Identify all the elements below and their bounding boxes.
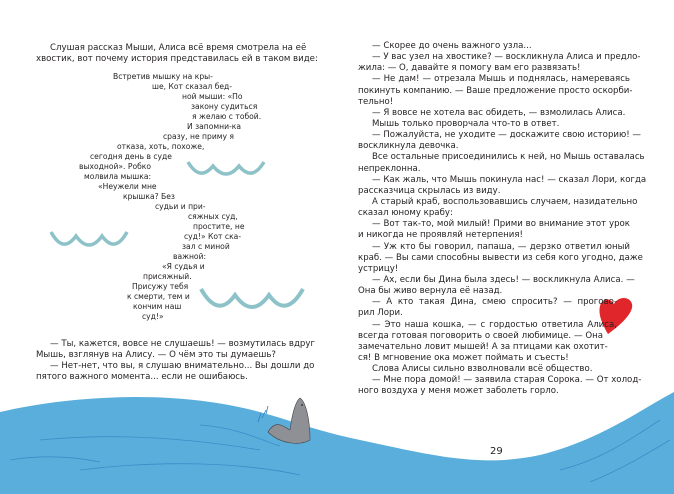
poem-line: сяжных суд,	[188, 212, 238, 221]
text-line: — Не дам! — отрезала Мышь и поднялась, намереваясь	[372, 74, 630, 85]
text-line: рассказчица скрылась из виду.	[358, 185, 501, 196]
left-dialogue-text	[36, 339, 315, 384]
poem-line: молвила мышка:	[84, 172, 152, 181]
poem-line: выходной». Робко	[79, 162, 152, 171]
poem-line: кончим наш	[133, 302, 182, 311]
text-line: Она бы живо вернула её назад.	[358, 286, 503, 297]
text-line: сказал юному крабу:	[358, 208, 453, 219]
text-line: краб. — Вы сами способны вывести из себя кого угодно, даже	[358, 252, 643, 263]
poem-line: судьи и при-	[155, 202, 206, 211]
text-line: воскликнула девочка.	[358, 141, 459, 152]
text-line: Мышь, взглянув на Алису. — О чём это ты думаешь?	[36, 350, 276, 361]
poem-line: суд!» Кот ска-	[184, 232, 242, 241]
text-line: — Уж кто бы говорил, папаша, — дерзко ответил юный	[372, 241, 630, 252]
text-line: — Ты, кажется, вовсе не слушаешь! — возмутилась вдруг	[50, 339, 315, 349]
text-line: замечательно ловит мышей! А за птицами как охотит-	[358, 341, 608, 352]
poem-line: Встретив мышку на кры-	[113, 72, 213, 81]
wave-decoration	[186, 160, 266, 178]
text-line: — Пожалуйста, не уходите — доскажите свою историю! —	[372, 130, 641, 141]
text-line: устрицу!	[358, 263, 399, 274]
poem-line: отказа, хоть, похоже,	[117, 142, 205, 151]
text-line: пятого важного момента... если не ошибаюсь.	[36, 372, 248, 383]
poem-line: ше, Кот сказал бед-	[152, 82, 233, 91]
text-line: и никогда не проявляй нетерпения!	[358, 230, 523, 241]
text-line: рил Лори.	[358, 308, 403, 319]
text-line: тельно!	[358, 96, 394, 107]
text-line: — Нет-нет, что вы, я слушаю внимательно... Вы дошли до	[50, 361, 315, 372]
poem-line: простите, не	[193, 222, 245, 231]
text-line: — Вот так-то, мой милый! Прими во внимание этот урок	[372, 219, 630, 230]
poem-line: важной:	[173, 252, 207, 261]
poem-line: крышка? Без	[123, 192, 175, 201]
poem-line: зал с миной	[182, 242, 230, 251]
text-line: — Мне пора домой! — заявила старая Сорока. — От холод-	[372, 375, 642, 386]
poem-line: присяжный.	[143, 272, 192, 281]
wave-decoration	[49, 230, 129, 250]
text-line: — Это наша кошка, — с гордостью ответила Алиса,	[372, 319, 617, 330]
text-line: покинуть компанию. — Ваше предложение просто оскорби-	[358, 85, 633, 96]
poem-line: Присужу тебя	[132, 282, 189, 291]
text-line: — Я вовсе не хотела вас обидеть, — взмолилась Алиса.	[372, 107, 626, 118]
poem-line: закону судиться	[191, 102, 258, 111]
text-line: ся! В мгновение ока может поймать и съесть!	[358, 352, 569, 363]
text-line: — У вас узел на хвостике? — воскликнула Алиса и предло-	[372, 52, 641, 63]
text-line: — Скорее до очень важного узла...	[372, 41, 532, 51]
poem-line: суд!»	[142, 312, 164, 321]
text-line: Слушая рассказ Мыши, Алиса всё время смотрела на её	[50, 43, 307, 53]
text-line: жила: — О, давайте я помогу вам его развязать!	[358, 63, 581, 74]
poem-line: «Неужели мне	[98, 182, 157, 191]
text-line: ного воздуха у меня может заболеть горло.	[358, 386, 559, 397]
poem-line: сразу, не приму я	[163, 132, 234, 141]
text-line: А старый краб, воспользовавшись случаем, назидательно	[372, 196, 638, 207]
text-line: — А кто такая Дина, смею спросить? — прогово-	[372, 297, 617, 308]
text-line: Слова Алисы сильно взволновали всё общество.	[372, 364, 593, 375]
text-line: — Как жаль, что Мышь покинула нас! — сказал Лори, когда	[372, 174, 647, 185]
text-line: хвостик, вот почему история представилась ей в таком виде:	[36, 54, 318, 65]
text-line: — Ах, если бы Дина была здесь! — воскликнула Алиса. —	[372, 274, 635, 285]
text-line: Все остальные присоединились к ней, но Мышь оставалась	[372, 152, 645, 163]
text-line: непреклонна.	[358, 163, 421, 174]
poem-line: я желаю с тобой.	[192, 112, 262, 121]
poem-line: к смерти, тем и	[127, 292, 190, 301]
poem-line: ной мыши: «По	[182, 92, 243, 101]
text-line: Мышь только проворчала что-то в ответ.	[372, 118, 560, 129]
poem-line: И запомни-ка	[187, 122, 242, 131]
poem-line: «Я судья и	[162, 262, 205, 271]
right-column-text	[358, 41, 647, 398]
poem-line: сегодня день в суде	[90, 152, 172, 161]
wave-decoration	[199, 287, 305, 313]
text-line: всегда готовая поговорить о своей любимице. — Она	[358, 330, 603, 341]
left-intro-text	[36, 43, 318, 65]
page-number: 29	[490, 446, 503, 457]
